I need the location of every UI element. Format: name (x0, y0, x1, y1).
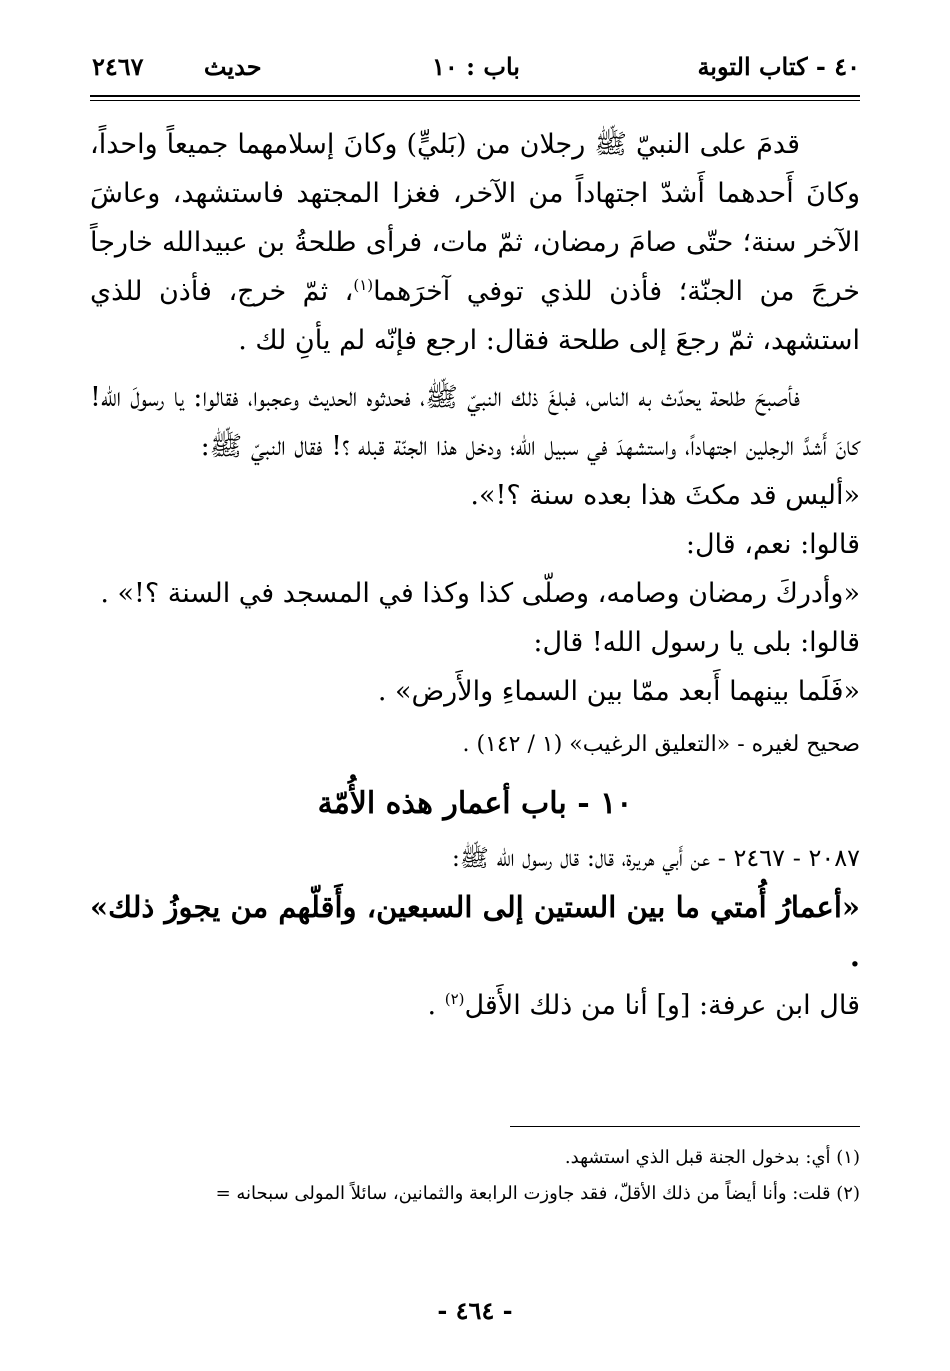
quote-2: «وأدركَ رمضان وصامه، وصلّى كذا وكذا في المسجد في السنة ؟!» . (100, 578, 860, 609)
footnote-1: (١) أي: بدخول الجنة قبل الذي استشهد. (564, 1147, 860, 1168)
hadith-heading: ٢٠٨٧ - ٢٤٦٧ - عن أَبي هريرة، قال: قال رسول الله ﷺ: (451, 844, 860, 872)
narration-line-1: قالوا: نعم، قال: (685, 529, 860, 560)
header-rule-thin (90, 100, 860, 101)
paragraph-1-text: قدمَ على النبيّ ﷺ رجلان من (بَليٍّ) وكانَ إسلامهما جميعاً واحداً، وكانَ أَحدهما أَشدّ اجتهاداً من الآخر، فغزا المجتهد فاستشهد، وعاشَ الآخر سنة؛ حتّى صامَ رمضان، ثمّ مات، فرأى طلحةُ بن عبيدالله خارجاً خرجَ من الجنّة؛ فأذن للذي توفي آخرَهما (90, 129, 860, 307)
narration-line-2: قالوا: بلى يا رسول الله! قال: (533, 627, 860, 658)
paragraph-1 (90, 120, 860, 365)
header-section: باب : ١٠ (432, 52, 520, 81)
header-chapter: ٤٠ - كتاب التوبة (697, 52, 860, 81)
chapter-title: ١٠ - باب أعمار هذه الأُمّة (317, 786, 633, 821)
paragraph-2: فأصبحَ طلحة يحدّث به الناس، فبلغَ ذلك النبيّ ﷺ، فحدثوه الحديث وعجبوا، فقالوا: يا رسولَ الله! كانَ أَشدَّ الرجلين اجتهاداً، واستشهدَ في سبيل الله؛ ودخل هذا الجنّة قبله ؟! فقال النبيّ ﷺ: (90, 382, 860, 462)
footnote-2: (٢) قلت: وأنا أيضاً من ذلك الأقلّ، فقد جاوزت الرابعة والثمانين، سائلاً المولى سبحانه = (215, 1183, 860, 1204)
footnote-ref-2: (٢) (444, 990, 465, 1008)
hadith-text: «أعمارُ أُمتي ما بين الستين إلى السبعين، وأَقلّهم من يجوزُ ذلك» . (90, 890, 860, 973)
header-rule-thick (90, 95, 860, 97)
main-text (90, 120, 860, 1030)
quote-1: «أليس قد مكثَ هذا بعده سنة ؟!». (470, 480, 860, 511)
footnote-rule (510, 1126, 860, 1127)
header-hadith-label: حديث (203, 52, 262, 81)
ibn-arafa-line (90, 981, 860, 1030)
footnotes (90, 1140, 860, 1212)
ibn-arafa-end: . (427, 990, 445, 1021)
header-hadith-number: ٢٤٦٧ (92, 52, 144, 81)
ibn-arafa-text: قال ابن عرفة: [و] أنا من ذلك الأَقل (464, 990, 860, 1021)
paragraph-1-end: ، ثمّ خرج، فأذن للذي استشهد، ثمّ رجعَ إلى طلحة فقال: ارجع فإنّه لم يأنِ لك . (90, 276, 860, 356)
header-hadith (92, 52, 262, 81)
footnote-ref-1: (١) (353, 276, 374, 294)
page-number: - ٤٦٤ - (437, 1296, 513, 1325)
running-header (92, 52, 860, 92)
quote-3: «فَلَما بينهما أَبعد ممّا بين السماءِ والأَرض» . (377, 676, 860, 707)
hadith-grading: صحيح لغيره - «التعليق الرغيب» (١ / ١٤٢) . (462, 732, 860, 757)
